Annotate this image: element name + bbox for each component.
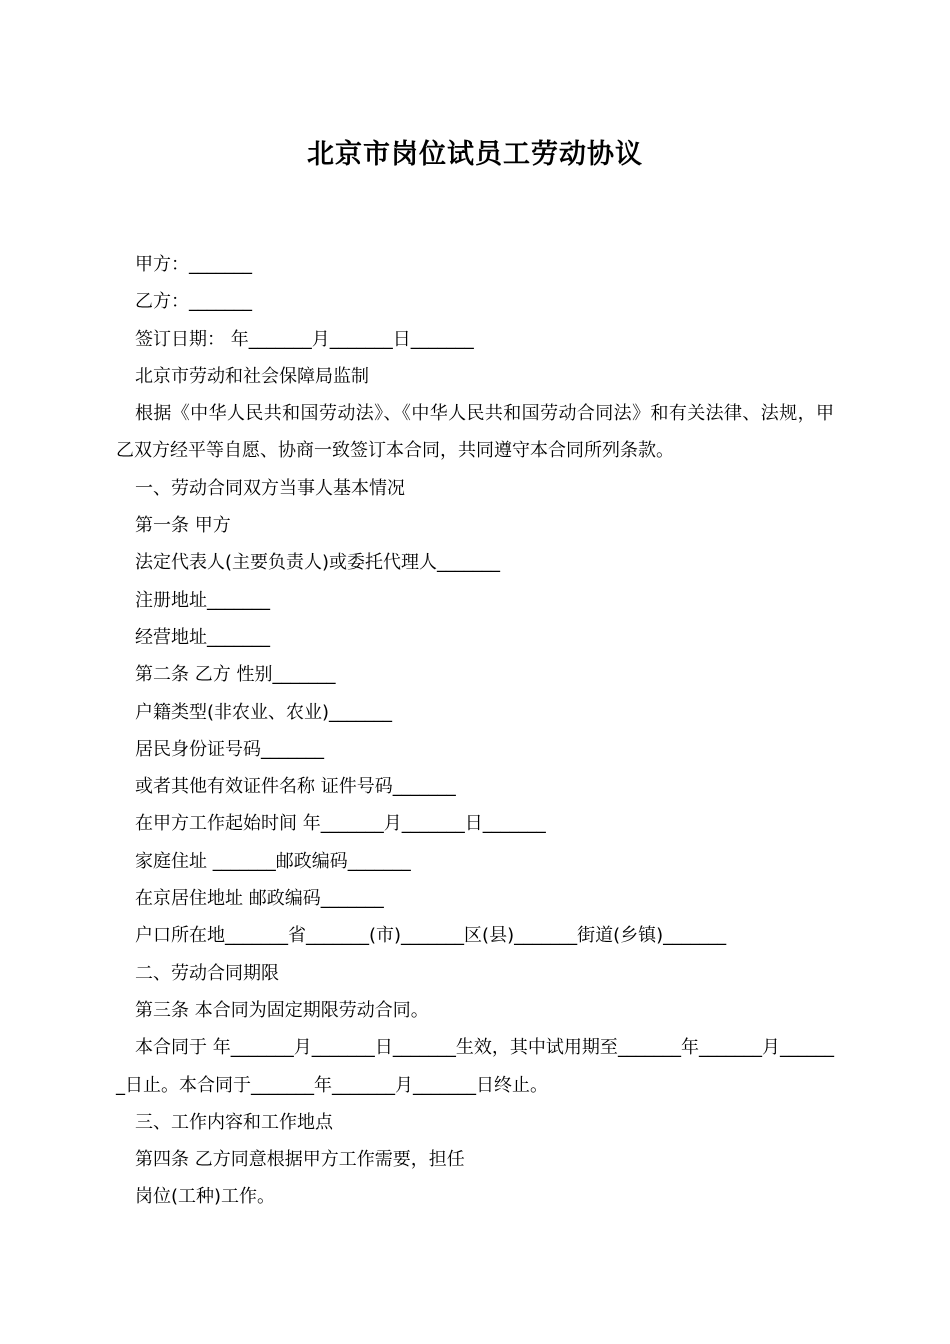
home-address-line: 家庭住址 _______邮政编码_______ — [135, 850, 411, 872]
section-heading-1: 一、劳动合同双方当事人基本情况 — [135, 477, 405, 499]
party-a-line: 甲方：_______ — [135, 254, 252, 275]
legal-representative-line: 法定代表人(主要负责人)或委托代理人_______ — [135, 552, 501, 574]
document-title: 北京市岗位试员工劳动协议 — [307, 139, 643, 170]
beijing-address-line: 在京居住地址 邮政编码_______ — [135, 888, 384, 910]
section-heading-2: 二、劳动合同期限 — [135, 962, 279, 984]
party-b-line: 乙方：_______ — [135, 291, 252, 313]
business-address-line: 经营地址_______ — [135, 626, 270, 648]
id-number-line: 居民身份证号码_______ — [135, 738, 324, 760]
household-type-line: 户籍类型(非农业、农业)_______ — [135, 701, 393, 723]
article-1-heading: 第一条 甲方 — [135, 515, 231, 537]
preamble-paragraph: 根据《中华人民共和国劳动法》、《中华人民共和国劳动合同法》和有关法律、法规，甲乙双方经平等自愿、协商一致签订本合同，共同遵守本合同所列条款。 — [116, 403, 834, 462]
start-date-line: 在甲方工作起始时间 年_______月_______日_______ — [135, 813, 546, 835]
sign-date-line: 签订日期： 年_______月_______日_______ — [135, 328, 474, 350]
supervisor-line: 北京市劳动和社会保障局监制 — [135, 365, 369, 387]
position-line: 岗位(工种)工作。 — [135, 1186, 276, 1208]
registered-address-line: 注册地址_______ — [135, 589, 270, 611]
other-id-line: 或者其他有效证件名称 证件号码_______ — [135, 776, 456, 798]
article-2-gender-line: 第二条 乙方 性别_______ — [135, 664, 336, 686]
article-4-line: 第四条 乙方同意根据甲方工作需要，担任 — [135, 1149, 465, 1171]
term-clause-paragraph: 本合同于 年_______月_______日_______生效，其中试用期至_______年_______月_______日止。本合同于_______年_______月_______日终止。 — [116, 1037, 834, 1096]
hukou-location-line: 户口所在地_______省_______(市)_______区(县)_______街道(乡镇)_______ — [135, 925, 727, 947]
document-body — [116, 246, 834, 1216]
section-heading-3: 三、工作内容和工作地点 — [135, 1111, 333, 1133]
article-3-line: 第三条 本合同为固定期限劳动合同。 — [135, 999, 429, 1021]
